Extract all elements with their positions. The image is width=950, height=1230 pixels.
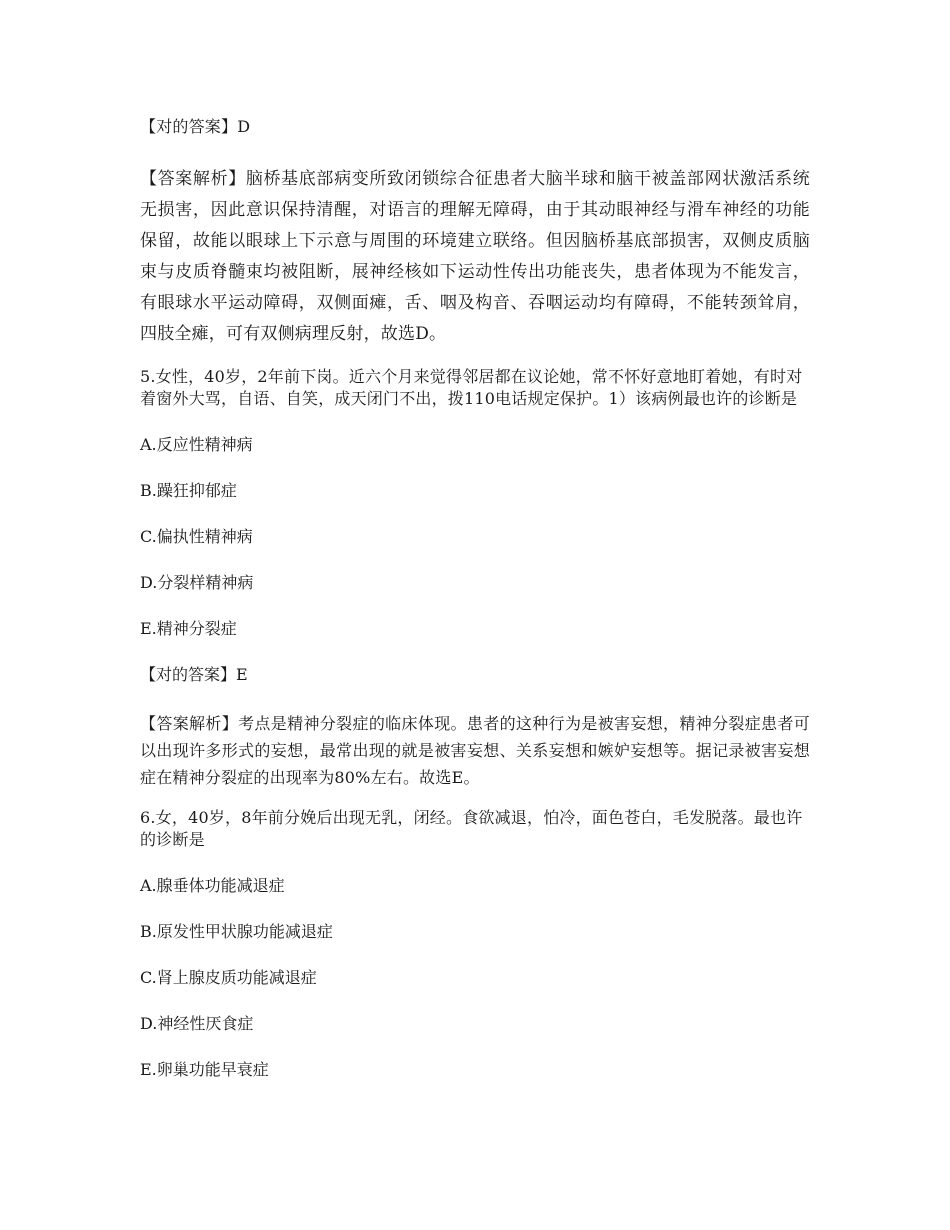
question-5-analysis: 【答案解析】考点是精神分裂症的临床体现。患者的这种行为是被害妄想，精神分裂症患者可以出现许多形式的妄想，最常出现的就是被害妄想、关系妄想和嫉妒妄想等。据记录被害妄想症在精神分裂症的出现率为80%左右。故选E。 [140, 714, 810, 787]
question-6-option-b: B.原发性甲状腺功能减退症 [140, 922, 333, 941]
question-6-option-e: E.卵巢功能早衰症 [140, 1060, 269, 1079]
question-5-option-c: C.偏执性精神病 [140, 527, 253, 546]
question-5-option-d: D.分裂样精神病 [140, 573, 254, 592]
question-5-option-b: B.躁狂抑郁症 [140, 481, 237, 500]
question-5-stem: 5.女性，40岁，2年前下岗。近六个月来觉得邻居都在议论她，常不怀好意地盯着她，有时对着窗外大骂，自语、自笑，成天闭门不出，拨110电话规定保护。1）该病例最也许的诊断是 [140, 367, 803, 408]
answer-prev: 【对的答案】D [140, 117, 251, 136]
question-6-stem: 6.女，40岁，8年前分娩后出现无乳，闭经。食欲减退，怕冷，面色苍白，毛发脱落。最也许的诊断是 [140, 808, 803, 849]
question-6-option-d: D.神经性厌食症 [140, 1014, 254, 1033]
question-6-option-c: C.肾上腺皮质功能减退症 [140, 968, 317, 987]
analysis-prev: 【答案解析】脑桥基底部病变所致闭锁综合征患者大脑半球和脑干被盖部网状激活系统无损害，因此意识保持清醒，对语言的理解无障碍，由于其动眼神经与滑车神经的功能保留，故能以眼球上下示意与周围的环境建立联络。但因脑桥基底部损害，双侧皮质脑束与皮质脊髓束均被阻断，展神经核如下运动性传出功能丧失，患者体现为不能发言，有眼球水平运动障碍，双侧面瘫，舌、咽及构音、吞咽运动均有障碍，不能转颈耸肩，四肢全瘫，可有双侧病理反射，故选D。 [140, 169, 810, 344]
question-5-option-a: A.反应性精神病 [140, 435, 253, 454]
question-6-option-a: A.腺垂体功能减退症 [140, 876, 285, 895]
question-5-answer: 【对的答案】E [140, 665, 248, 684]
question-5-option-e: E.精神分裂症 [140, 619, 237, 638]
